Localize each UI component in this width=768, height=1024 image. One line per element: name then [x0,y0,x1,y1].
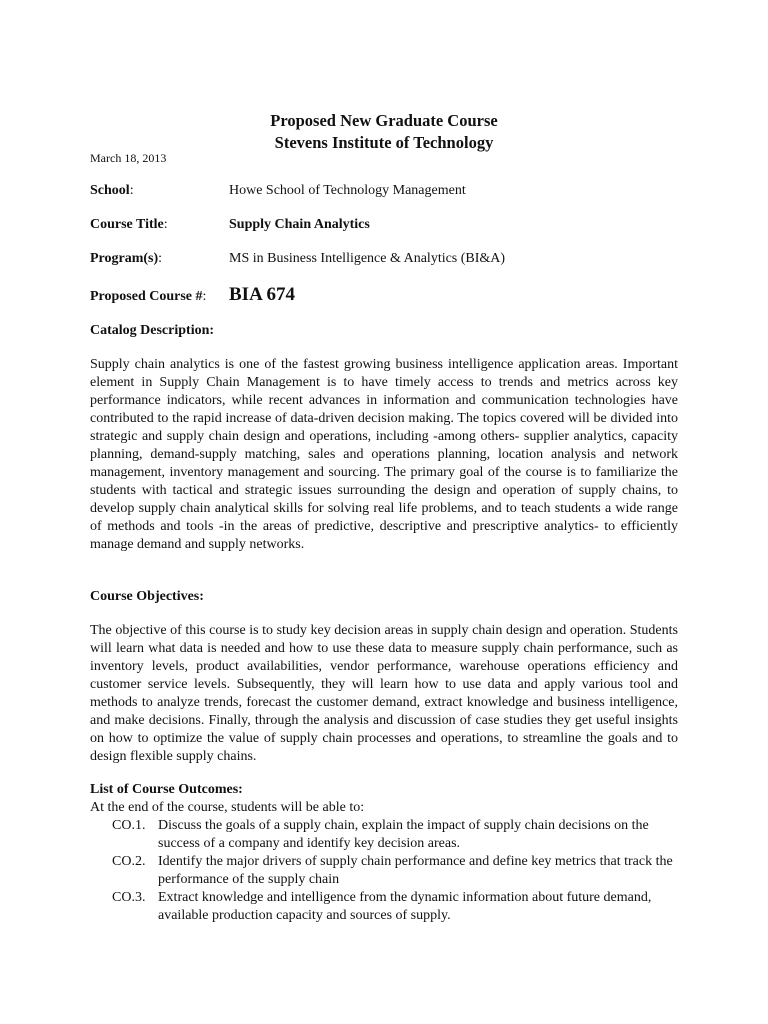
course-outcome-item [90,889,678,925]
course-outcome-text: Extract knowledge and intelligence from the dynamic information about future demand, available production capacity and sources of supply. [158,890,652,923]
catalog-description-text: Supply chain analytics is one of the fastest growing business intelligence application areas. Important element in Supply Chain Management is to have timely access to trends and metrics across key performance indicators, while recent advances in information and communication technologies have contributed to the rapid increase of data-driven decision making. The topics covered will be divided into strategic and supply chain design and operations, including -among others- supplier analytics, capacity planning, demand-supply matching, sales and operations planning, location analysis and network management, inventory management and sourcing. The primary goal of the course is to familiarize the students with tactical and strategic issues surrounding the design and operation of supply chains, to develop supply chain analytical skills for solving real life problems, and to teach students a wide range of methods and tools -in the areas of predictive, descriptive and prescriptive analytics- to efficiently manage demand and supply networks. [90,357,678,552]
document-title-line-2: Stevens Institute of Technology [274,133,494,152]
course-number-label-text: Proposed Course # [90,289,203,304]
course-outcome-number: CO.1. [112,818,146,833]
program-label: Program(s): [90,251,163,266]
course-outcome-text: Discuss the goals of a supply chain, explain the impact of supply chain decisions on the success of a company and identify key decision areas. [158,818,649,851]
document-title-line-1: Proposed New Graduate Course [270,111,498,130]
school-label-text: School [90,183,130,198]
course-outcomes-list [90,817,678,925]
course-objectives-heading: Course Objectives: [90,589,204,604]
school-value: Howe School of Technology Management [229,183,466,198]
course-title-label: Course Title: [90,217,168,232]
course-objectives-text: The objective of this course is to study key decision areas in supply chain design and operation. Students will learn what data is needed and how to use these data to measure supply chain performance, such as inventory levels, product availabilities, vendor performance, warehouse operations efficiency and customer service levels. Subsequently, they will learn how to use data and apply various tool and methods to analyze trends, forecast the customer demand, extract knowledge and business intelligence, and make decisions. Finally, through the analysis and discussion of case studies they get useful insights on how to optimize the value of supply chain processes and operations, to streamline the goals and to design flexible supply chains. [90,623,678,764]
course-outcome-number: CO.2. [112,854,146,869]
course-outcome-number: CO.3. [112,890,146,905]
course-outcome-text: Identify the major drivers of supply chain performance and define key metrics that track the performance of the supply chain [158,854,673,887]
course-outcomes-intro: At the end of the course, students will be able to: [90,800,365,815]
course-number-label: Proposed Course #: [90,289,207,304]
course-number-value: BIA 674 [229,284,295,305]
school-label: School: [90,183,134,198]
course-outcomes-heading: List of Course Outcomes: [90,782,243,797]
program-value: MS in Business Intelligence & Analytics (BI&A) [229,251,506,266]
course-title-value: Supply Chain Analytics [229,217,370,232]
course-title-label-text: Course Title [90,217,164,232]
document-date: March 18, 2013 [90,151,167,165]
program-label-text: Program(s) [90,251,159,266]
course-outcome-item [90,817,678,853]
catalog-description-heading: Catalog Description: [90,323,215,338]
course-outcome-item [90,853,678,889]
